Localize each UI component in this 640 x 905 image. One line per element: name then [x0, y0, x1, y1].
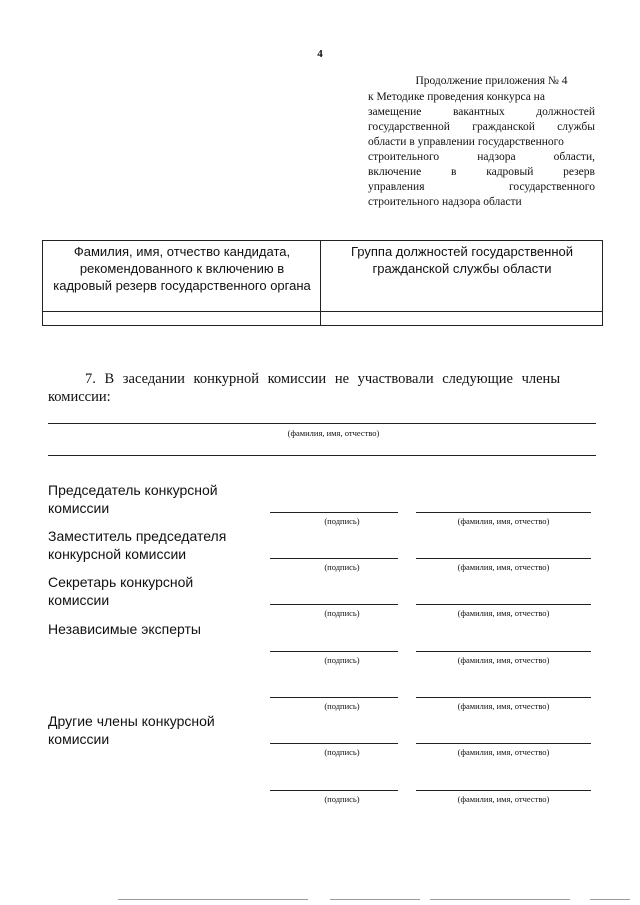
name-line	[416, 743, 591, 744]
header-line-4	[368, 120, 595, 135]
header-line-3	[368, 105, 595, 120]
header-word: надзора	[477, 151, 516, 163]
table-header-position-group: Группа должностей государственной гражданской службы области	[350, 244, 574, 276]
signature-line	[270, 743, 398, 744]
scan-artifact-line	[430, 899, 570, 900]
others-label	[48, 712, 228, 748]
others-label-text: Другие члены конкурсной комиссии	[48, 713, 215, 747]
experts-label: Независимые эксперты	[48, 621, 201, 637]
name-caption: (фамилия, имя, отчество)	[457, 608, 550, 618]
section7-text-line2: комиссии:	[48, 389, 111, 405]
signature-line	[270, 558, 398, 559]
header-word: службы	[557, 121, 595, 133]
name-line	[416, 512, 591, 513]
name-caption: (фамилия, имя, отчество)	[457, 747, 550, 757]
scan-artifact-line	[590, 899, 630, 900]
header-line-9: строительного надзора области	[368, 196, 522, 208]
signature-caption: (подпись)	[324, 608, 360, 618]
header-line-8	[368, 180, 595, 195]
signature-caption: (подпись)	[324, 794, 360, 804]
header-word: резерв	[563, 166, 595, 178]
signature-line	[270, 697, 398, 698]
secretary-label-text: Секретарь конкурсной комиссии	[48, 574, 194, 608]
scan-artifact-line	[118, 899, 308, 900]
header-line-6	[368, 150, 595, 165]
page-number: 4	[317, 48, 323, 60]
name-caption: (фамилия, имя, отчество)	[457, 794, 550, 804]
name-line	[416, 604, 591, 605]
name-line	[416, 790, 591, 791]
signature-line	[270, 790, 398, 791]
header-line-2: к Методике проведения конкурса на	[368, 91, 545, 103]
scan-artifact-line	[330, 899, 420, 900]
deputy-label	[48, 527, 228, 563]
signature-caption: (подпись)	[324, 562, 360, 572]
absent-members-line	[48, 423, 596, 424]
signature-caption: (подпись)	[324, 516, 360, 526]
header-word: замещение	[368, 106, 422, 118]
name-caption: (фамилия, имя, отчество)	[457, 701, 550, 711]
signature-line	[270, 512, 398, 513]
section7-text-line1: 7. В заседании конкурной комиссии не участвовали следующие члены	[85, 371, 561, 387]
name-line	[416, 558, 591, 559]
name-caption: (фамилия, имя, отчество)	[457, 655, 550, 665]
signature-caption: (подпись)	[324, 701, 360, 711]
header-line-7	[368, 165, 595, 180]
header-word: кадровый	[486, 166, 534, 178]
chair-label	[48, 481, 223, 517]
table-column-divider	[320, 240, 321, 326]
header-word: государственной	[368, 121, 450, 133]
signature-caption: (подпись)	[324, 655, 360, 665]
secretary-label	[48, 573, 208, 609]
header-word: включение	[368, 166, 422, 178]
table-header-candidate: Фамилия, имя, отчество кандидата, рекомендованного к включению в кадровый резерв государственного органа	[53, 244, 311, 293]
signature-line	[270, 604, 398, 605]
absent-members-line-2	[48, 455, 596, 456]
header-word: вакантных	[452, 106, 505, 118]
absent-members-caption: (фамилия, имя, отчество)	[287, 428, 380, 438]
name-caption: (фамилия, имя, отчество)	[457, 516, 550, 526]
header-word: области,	[553, 151, 595, 163]
signature-caption: (подпись)	[324, 747, 360, 757]
name-line	[416, 697, 591, 698]
header-word: в	[450, 166, 457, 178]
chair-label-text: Председатель конкурсной комиссии	[48, 482, 218, 516]
name-line	[416, 651, 591, 652]
deputy-label-text: Заместитель председателя конкурсной комиссии	[48, 528, 227, 562]
header-line-5: области в управлении государственного	[368, 136, 564, 148]
signature-line	[270, 651, 398, 652]
header-word: гражданской	[472, 121, 535, 133]
header-line-1: Продолжение приложения № 4	[415, 75, 568, 87]
header-word: управления	[368, 181, 425, 193]
header-word: строительного	[368, 151, 440, 163]
name-caption: (фамилия, имя, отчество)	[457, 562, 550, 572]
header-word: государственного	[509, 181, 595, 193]
table-row-divider	[42, 311, 603, 312]
header-word: должностей	[536, 106, 595, 118]
